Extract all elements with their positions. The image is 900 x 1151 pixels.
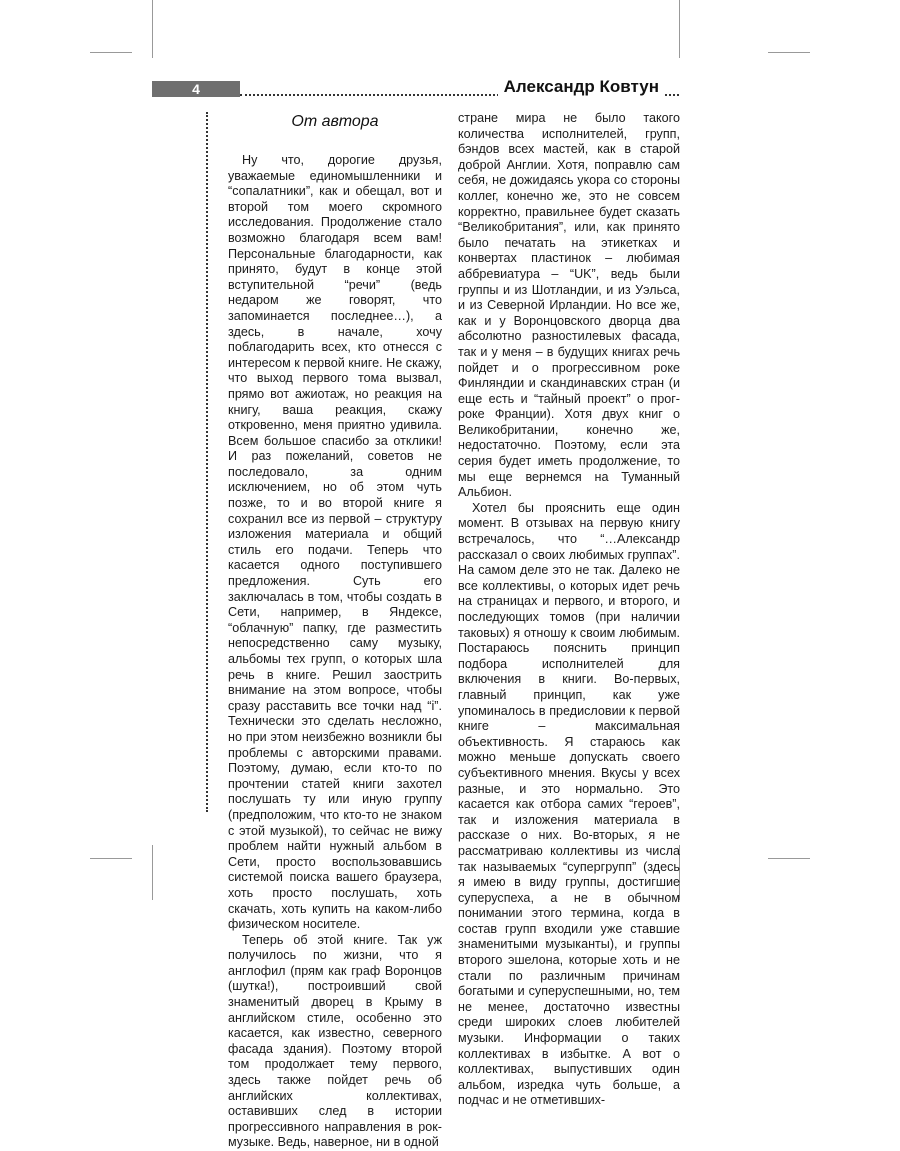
section-title: От автора bbox=[291, 113, 379, 130]
crop-mark bbox=[768, 858, 810, 859]
paragraph: Хотел бы прояснить еще один момент. В отзывах на первую книгу встречалось, что “…Александр рассказал о своих любимых группах”. На самом деле это не так. Далеко не все коллективы, о которых идет речь на страницах и первого, и второго, и последующих томов (при наличии таковых) я отношу к своим любимым. Постараюсь пояснить принцип подбора исполнителей для включения в книги. Во-первых, главный принцип, как уже упоминалось в предисловии к первой книге – максимальная объективность. Я стараюсь как можно меньше допускать своего субъективного мнения. Вкусы у всех разные, и это нормально. Это касается как отбора самих “героев”, так и изложения материала в рассказе о них. Во-вторых, я не рассматриваю коллективы из числа так называемых “супергрупп” (здесь я имею в виду группы, достигшие суперуспеха, а не в обычном понимании этого термина, когда в состав групп входили уже ставшие знаменитыми музыканты), и группы второго эшелона, которые хоть и не стали по различным причинам богатыми и суперуспешными, но, тем не менее, достаточно известны среди широких слоев любителей музыки. Информации о таких коллективах в избытке. А вот о коллективах, выпустивших один альбом, изредка чуть больше, а подчас и не отметивших- bbox=[458, 500, 680, 1108]
running-header bbox=[152, 77, 679, 97]
crop-mark bbox=[90, 52, 132, 53]
header-author: Александр Ковтун bbox=[498, 77, 665, 97]
page-number: 4 bbox=[192, 81, 200, 97]
left-column bbox=[228, 153, 442, 1151]
column-dotted-rule bbox=[206, 112, 208, 812]
crop-mark bbox=[679, 0, 680, 58]
crop-mark bbox=[152, 0, 153, 58]
paragraph: Теперь об этой книге. Так уж получилось по жизни, что я англофил (прям как граф Воронцов (шутка!), построивший свой знаменитый дворец в Крыму в английском стиле, особенно это касается, как известно, северного фасада здания). Поэтому второй том продолжает тему первого, здесь также пойдет речь об английских коллективах, оставивших след в истории прогрессивного направления в рок-музыке. Ведь, наверное, ни в одной bbox=[228, 932, 442, 1150]
crop-mark bbox=[90, 858, 132, 859]
paragraph: стране мира не было такого количества исполнителей, групп, бэндов всех мастей, как в старой доброй Англии. Хотя, поправлю сам себя, не дожидаясь укора со стороны коллег, конечно же, это не совсем корректно, правильнее будет сказать “Великобритания”, или, как принято было печатать на этикетках и конвертах пластинок – любимая аббревиатура – “UK”, ведь были группы и из Шотландии, и из Уэльса, и из Северной Ирландии. Но все же, как и у Воронцовского дворца два абсолютно разностилевых фасада, так и у меня – в будущих книгах речь пойдет и о прогрессивном роке Финляндии и скандинавских стран (и еще есть и “тайный проект” о прог-роке Франции). Хотя двух книг о Великобритании, конечно же, недостаточно. Поэтому, если эта серия будет иметь продолжение, то мы еще вернемся на Туманный Альбион. bbox=[458, 111, 680, 500]
paragraph: Ну что, дорогие друзья, уважаемые единомышленники и “сопалатники”, как и обещал, вот и второй том моего скромного исследования. Продолжение стало возможно благодаря всем вам! Персональные благодарности, как принято, будут в конце этой вступительной “речи” (ведь недаром же говорят, что запоминается последнее…), а здесь, в начале, хочу поблагодарить всех, кто отнесся с интересом к первой книге. Не скажу, что выход первого тома вызвал, прямо вот ажиотаж, но реакция на книгу, ваша реакция, скажу откровенно, меня приятно удивила. Всем большое спасибо за отклики! И раз пожеланий, советов не последовало, за одним исключением, но об этом чуть позже, то и во второй книге я сохранил все из первой – структуру изложения материала и общий стиль его подачи. Теперь что касается одного поступившего предложения. Суть его заключалась в том, чтобы создать в Сети, например, в Яндексе, “облачную” папку, где разместить непосредственно саму музыку, альбомы тех групп, о которых шла речь в книге. Решил заострить внимание на этом вопросе, чтобы сразу расставить все точки над “i”. Технически это сделать несложно, но при этом неизбежно возникли бы проблемы с авторскими правами. Поэтому, думаю, если кто-то по прочтении статей книги захотел послушать ту или иную группу (предположим, что кто-то не знаком с этой музыкой), то сейчас не вижу проблем найти нужный альбом в Сети, просто воспользовавшись системой поиска вашего браузера, хоть просто послушать, хоть скачать, хоть купить на каком-либо физическом носителе. bbox=[228, 153, 442, 932]
right-column bbox=[458, 111, 680, 1109]
crop-mark bbox=[768, 52, 810, 53]
crop-mark bbox=[152, 845, 153, 900]
